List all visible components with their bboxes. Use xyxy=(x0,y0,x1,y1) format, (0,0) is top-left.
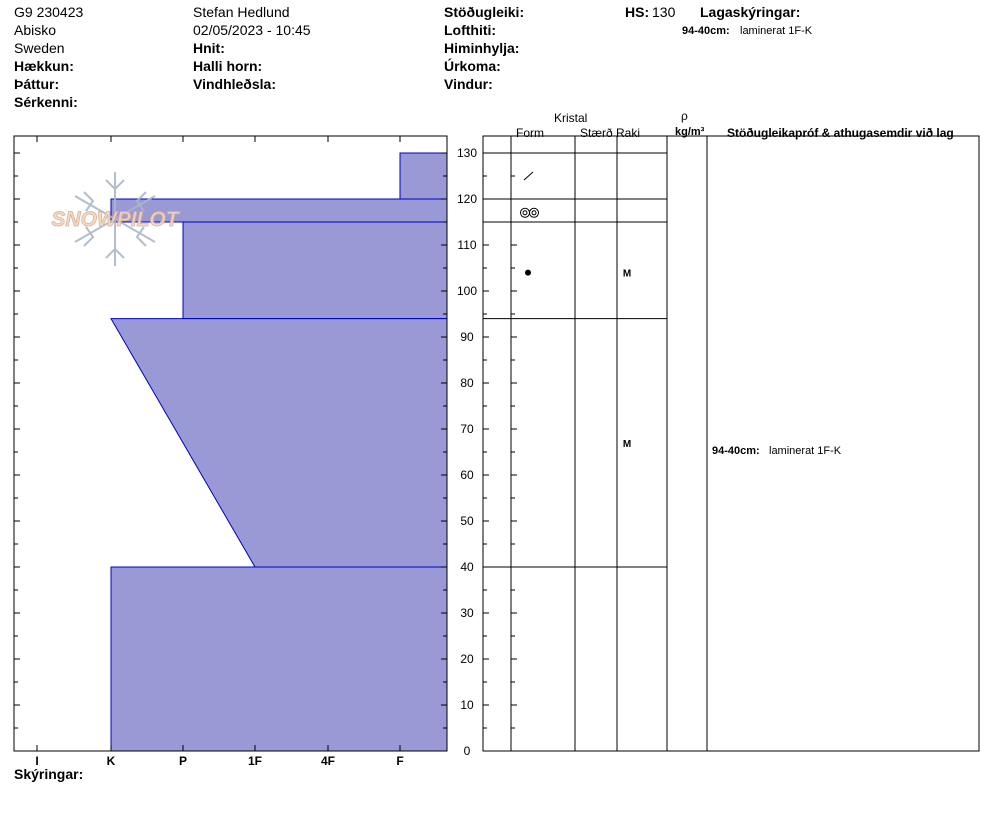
sky-label: Himinhylja: xyxy=(444,40,520,56)
height-tick-label: 50 xyxy=(460,514,474,528)
hardness-layer xyxy=(111,319,447,567)
layer-note-text: laminerat 1F-K xyxy=(740,25,813,37)
layer-comment-range: 94-40cm: xyxy=(712,445,760,457)
height-tick-label: 30 xyxy=(460,606,474,620)
height-tick-label: 90 xyxy=(460,330,474,344)
rho-header: ρ xyxy=(681,109,688,123)
height-tick-label: 100 xyxy=(456,284,478,298)
moisture-header: Raki xyxy=(616,126,641,140)
datetime: 02/05/2023 - 10:45 xyxy=(193,22,311,38)
hardness-layer xyxy=(111,567,447,751)
hardness-tick-label: F xyxy=(396,754,404,768)
height-tick-label: 120 xyxy=(456,192,478,206)
site-id: G9 230423 xyxy=(14,4,84,20)
layer-note-range: 94-40cm: xyxy=(682,25,730,37)
height-tick-label: 70 xyxy=(460,422,474,436)
grain-form-symbols xyxy=(521,172,539,276)
rounded-grain-icon xyxy=(521,208,530,217)
crystal-header: Kristal xyxy=(554,111,588,125)
height-tick-label: 0 xyxy=(463,744,471,758)
elevation-label: Hækkun: xyxy=(14,58,74,74)
layer-notes-label: Lagaskýringar: xyxy=(700,4,801,20)
wind-loading-label: Vindhleðsla: xyxy=(193,76,276,92)
hardness-tick-label: 1F xyxy=(247,754,263,768)
height-tick-label: 40 xyxy=(460,560,474,574)
rounded-grain-icon xyxy=(523,211,527,215)
specifics-label: Sérkenni: xyxy=(14,94,78,110)
form-header: Form xyxy=(516,126,544,140)
air-temp-label: Lofthiti: xyxy=(444,22,497,38)
height-tick-label: 60 xyxy=(460,468,474,482)
rounded-grain-icon xyxy=(530,208,539,217)
hardness-profile xyxy=(111,153,447,751)
slope-label: Halli horn: xyxy=(193,58,263,74)
watermark-text: SNOWPILOT xyxy=(51,208,179,231)
snowpilot-logo xyxy=(51,172,180,266)
height-tick-label: 130 xyxy=(456,146,478,160)
height-tick-label: 10 xyxy=(460,698,474,712)
precip-label: Úrkoma: xyxy=(444,58,501,74)
height-tick-label: 20 xyxy=(460,652,474,666)
moisture-value: M xyxy=(622,268,632,280)
hardness-layer xyxy=(183,222,447,319)
rounded-grain-icon xyxy=(532,211,536,215)
layer-comment-text: laminerat 1F-K xyxy=(769,445,842,457)
density-unit-header: kg/m³ xyxy=(675,126,705,138)
hs-label: HS: xyxy=(625,4,650,20)
moisture-value: M xyxy=(622,438,632,450)
aspect-label: Þáttur: xyxy=(14,76,60,92)
decomposing-grain-icon xyxy=(524,172,533,180)
legend-label: Skýringar: xyxy=(14,766,84,782)
height-tick-label: 80 xyxy=(460,376,474,390)
moisture-values xyxy=(623,269,631,450)
observer: Stefan Hedlund xyxy=(193,4,290,20)
height-tick-label: 110 xyxy=(457,238,477,252)
coords-label: Hnit: xyxy=(193,40,225,56)
hardness-tick-label: 4F xyxy=(320,754,336,768)
hardness-layer xyxy=(400,153,447,199)
country: Sweden xyxy=(14,40,65,56)
size-header: Stærð xyxy=(580,126,613,140)
stability-tests-header: Stöðugleikapróf & athugasemdir við lag xyxy=(727,126,954,140)
location: Abisko xyxy=(14,22,57,38)
hs-value: 130 xyxy=(652,4,676,20)
stability-label: Stöðugleiki: xyxy=(444,4,525,20)
melt-form-icon xyxy=(525,270,531,276)
hardness-tick-label: P xyxy=(178,754,188,768)
hardness-tick-label: I xyxy=(35,754,39,768)
wind-label: Vindur: xyxy=(444,76,493,92)
hardness-tick-label: K xyxy=(106,754,116,768)
